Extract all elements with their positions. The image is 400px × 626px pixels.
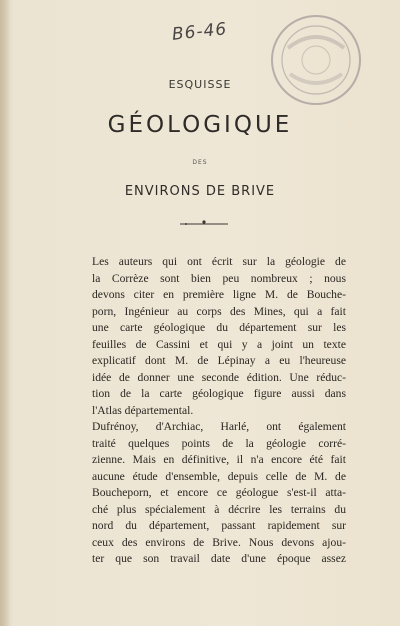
text-line: ceux des environs de Brive. Nous devons ajou-: [92, 535, 346, 549]
text-line: aucune étude d'ensemble, depuis celle de M. de: [92, 469, 346, 483]
text-line: ché plus spécialement à décrire les terrains du: [92, 502, 346, 516]
ornament-rule: [178, 218, 230, 228]
text-line: zienne. Mais en définitive, il n'a encore été fait: [92, 453, 346, 466]
paragraph-2: [78, 419, 346, 568]
text-line: ter que son travail date d'une époque assez: [92, 552, 346, 565]
title-line-geologique: GÉOLOGIQUE: [107, 112, 293, 138]
text-line: devons citer en première ligne M. de Bouche-: [92, 288, 346, 301]
title-line-esquisse: ESQUISSE: [168, 78, 232, 91]
text-line: Les auteurs qui ont écrit sur la géologie de: [92, 255, 346, 268]
text-line: l'Atlas départemental.: [92, 403, 194, 417]
text-line: feuilles de Cassini et qui y a joint un texte: [92, 337, 346, 351]
text-line: nord du département, passant rapidement sur: [92, 519, 346, 532]
handwritten-shelfmark: B6-46: [171, 19, 229, 45]
text-line: porn, Ingénieur au corps des Mines, qui a fait: [92, 304, 346, 318]
text-line: Dufrénoy, d'Archiac, Harlé, ont également: [92, 420, 346, 433]
title-line-des: DES: [192, 159, 208, 166]
text-line: la Corrèze sont bien peu nombreux ; nous: [92, 271, 346, 285]
title-line-environs: ENVIRONS DE BRIVE: [124, 184, 276, 199]
text-line: Boucheporn, et encore ce géologue s'est-il atta-: [92, 486, 346, 499]
text-line: tion de la carte géologique figure aussi dans: [92, 387, 346, 400]
text-line: explicatif dont M. de Lépinay a eu l'heureuse: [92, 354, 346, 367]
paragraph-1: [78, 254, 346, 419]
text-line: traité quelques points de la géologie corré-: [92, 436, 346, 450]
text-line: idée de donner une seconde édition. Une réduc-: [92, 370, 346, 384]
text-line: une carte géologique du département sur les: [92, 321, 346, 334]
body-text: [78, 254, 346, 568]
library-stamp: [268, 12, 364, 108]
